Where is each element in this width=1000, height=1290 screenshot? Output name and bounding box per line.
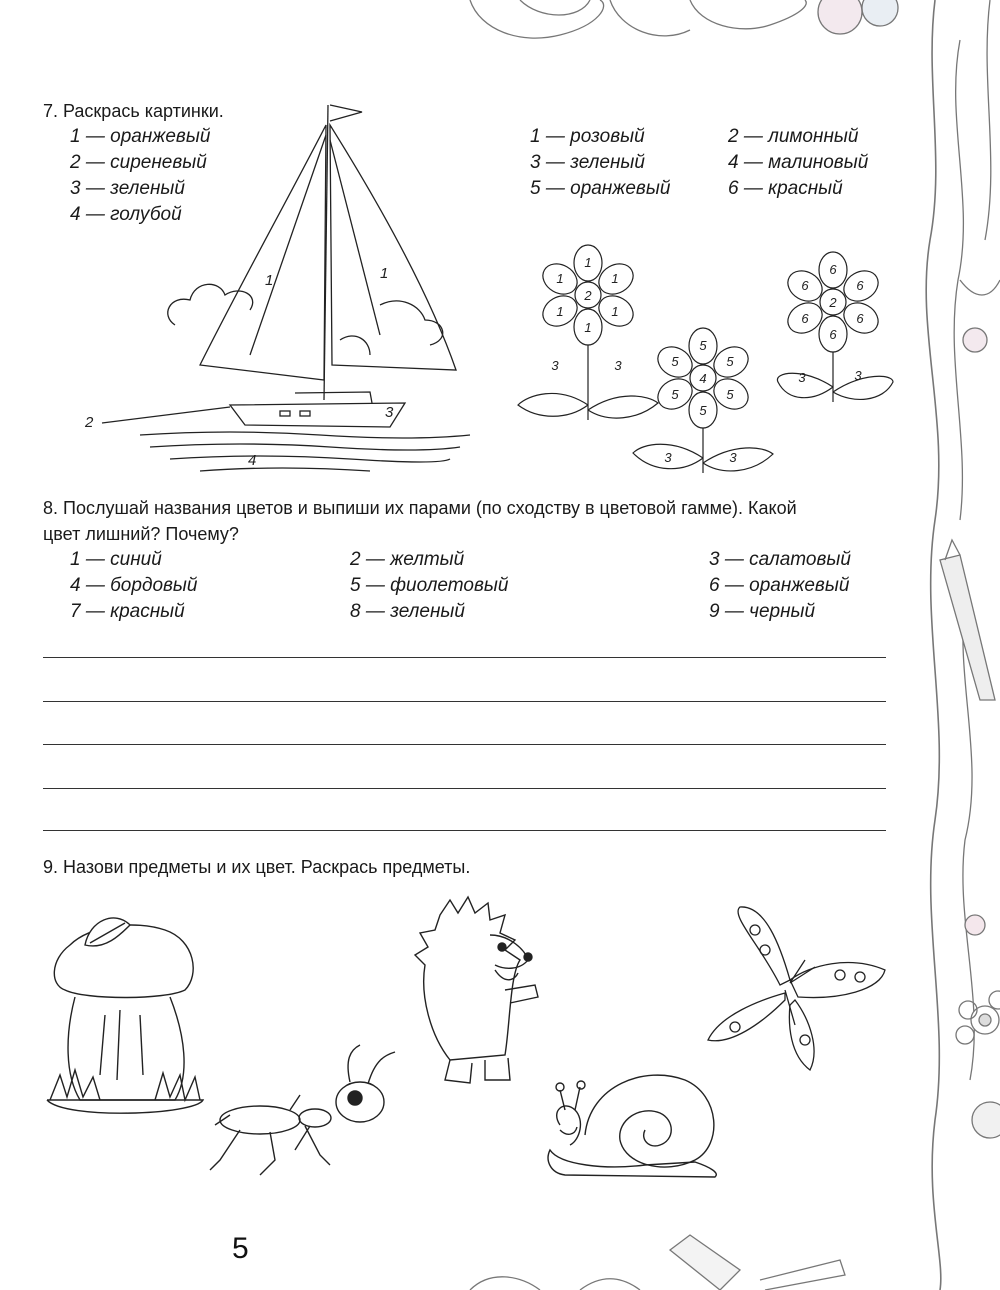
boat-label-hull: 3 — [385, 404, 394, 421]
color-item-5: 5 — фиолетовый — [350, 575, 509, 596]
flower-c-center-label: 2 — [829, 295, 837, 310]
flower-b-petal-label: 5 — [726, 387, 734, 402]
flower-a-leaf-label: 3 — [614, 358, 622, 373]
flower-a-leaf-label: 3 — [551, 358, 559, 373]
flower-a-center-label: 2 — [584, 288, 592, 303]
flower-c-petal-label: 6 — [856, 278, 864, 293]
flower-c-petal-label: 6 — [829, 262, 837, 277]
flower-c-petal-label: 6 — [801, 278, 809, 293]
color-item-7: 7 — красный — [70, 601, 185, 622]
flower-b-leaf-label: 3 — [729, 450, 737, 465]
flower-legend-4: 4 — малиновый — [728, 152, 869, 173]
boat-legend-3: 3 — зеленый — [70, 178, 185, 199]
flower-legend-6: 6 — красный — [728, 178, 843, 199]
answer-line-2[interactable] — [43, 701, 886, 702]
flower-a-petal-label: 1 — [556, 271, 564, 286]
flower-a-petal-label: 1 — [611, 271, 619, 286]
flower-c-leaf-label: 3 — [798, 370, 806, 385]
task-9-title: 9. Назови предметы и их цвет. Раскрась предметы. — [43, 857, 471, 877]
boat-legend-1: 1 — оранжевый — [70, 126, 211, 147]
flower-c-petal-label: 6 — [829, 327, 837, 342]
flower-legend-1: 1 — розовый — [530, 126, 645, 147]
ant-picture — [200, 1040, 400, 1180]
flower-b-petal-label: 5 — [726, 354, 734, 369]
color-item-2: 2 — желтый — [350, 549, 465, 570]
hedgehog-picture — [410, 895, 545, 1090]
butterfly-picture — [700, 905, 890, 1075]
color-item-8: 8 — зеленый — [350, 601, 465, 622]
page-number: 5 — [232, 1232, 249, 1265]
answer-line-5[interactable] — [43, 830, 886, 831]
color-item-6: 6 — оранжевый — [709, 575, 850, 596]
answer-line-1[interactable] — [43, 657, 886, 658]
snail-picture — [545, 1065, 730, 1180]
flower-b-petal-label: 5 — [699, 338, 707, 353]
boat-label-water: 4 — [248, 452, 257, 469]
flower-a-petal-label: 1 — [611, 304, 619, 319]
color-item-3: 3 — салатовый — [709, 549, 851, 570]
boat-legend-4: 4 — голубой — [70, 204, 182, 225]
flower-b-petal-label: 5 — [671, 387, 679, 402]
flower-c-leaf-label: 3 — [854, 368, 862, 383]
answer-line-3[interactable] — [43, 744, 886, 745]
boat-legend-2: 2 — сиреневый — [70, 152, 207, 173]
flower-b-leaf-label: 3 — [664, 450, 672, 465]
color-item-9: 9 — черный — [709, 601, 816, 622]
flowers-picture — [515, 240, 895, 480]
flower-b-petal-label: 5 — [699, 403, 707, 418]
flower-legend-5: 5 — оранжевый — [530, 178, 671, 199]
task-7-title: 7. Раскрась картинки. — [43, 101, 224, 121]
flower-legend-3: 3 — зеленый — [530, 152, 645, 173]
flower-c-petal-label: 6 — [856, 311, 864, 326]
task-8-title-line2: цвет лишний? Почему? — [43, 524, 239, 544]
flower-b-center-label: 4 — [699, 371, 707, 386]
boat-label-sail-right: 1 — [380, 265, 389, 282]
flower-a-petal-label: 1 — [556, 304, 564, 319]
boat-label-line: 2 — [85, 414, 94, 431]
flower-a-petal-label: 1 — [584, 255, 592, 270]
sailboat-picture — [80, 95, 480, 475]
flower-legend-2: 2 — лимонный — [728, 126, 859, 147]
mushroom-picture — [45, 905, 205, 1130]
flower-c-petal-label: 6 — [801, 311, 809, 326]
boat-label-sail-left: 1 — [265, 272, 274, 289]
task-8-title-line1: 8. Послушай названия цветов и выпиши их парами (по сходству в цветовой гамме). Какой — [43, 498, 797, 518]
answer-line-4[interactable] — [43, 788, 886, 789]
flower-a-petal-label: 1 — [584, 320, 592, 335]
color-item-1: 1 — синий — [70, 549, 162, 570]
color-item-4: 4 — бордовый — [70, 575, 198, 596]
flower-b-petal-label: 5 — [671, 354, 679, 369]
